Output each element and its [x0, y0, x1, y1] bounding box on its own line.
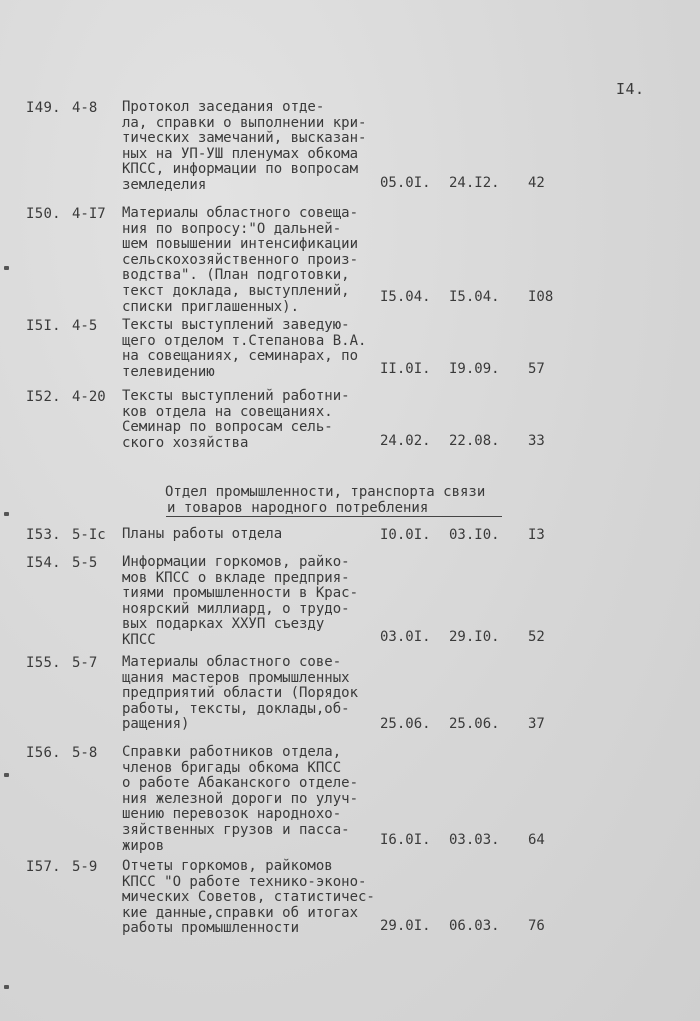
entry-end-date: 24.I2.: [449, 175, 500, 191]
section-heading-line: Отдел промышленности, транспорта связи: [165, 484, 486, 500]
entry-description: Протокол заседания отде- ла, справки о выполнении кри- тических замечаний, высказан- ных на УП-УШ пленумах обкома КПСС, информации по вопросам земледелия: [122, 99, 367, 193]
page-number: I4.: [616, 80, 645, 98]
entry-code: 4-5: [72, 318, 98, 334]
entry-code: 5-8: [72, 745, 98, 761]
entry-start-date: II.0I.: [380, 361, 431, 377]
entry-sheet-count: 57: [528, 361, 545, 377]
entry-end-date: 25.06.: [449, 716, 500, 732]
entry-number: I49.: [26, 100, 61, 116]
entry-sheet-count: 64: [528, 832, 545, 848]
section-heading: [0, 485, 700, 516]
punch-mark: [4, 985, 9, 989]
punch-mark: [4, 512, 9, 516]
entry-number: I52.: [26, 389, 61, 405]
entry-end-date: 06.03.: [449, 918, 500, 934]
entry-start-date: 29.0I.: [380, 918, 431, 934]
entry-sheet-count: 42: [528, 175, 545, 191]
entry-end-date: I9.09.: [449, 361, 500, 377]
entry-number: I50.: [26, 206, 61, 222]
entry-sheet-count: 52: [528, 629, 545, 645]
entry-sheet-count: I08: [528, 289, 554, 305]
entry-start-date: 03.0I.: [380, 629, 431, 645]
entry-code: 4-20: [72, 389, 106, 405]
entry-start-date: I6.0I.: [380, 832, 431, 848]
entry-description: Материалы областного совеща- ния по вопросу:"О дальней- шем повышении интенсификации сельскохозяйственного произ- водства". (План подготовки, текст доклада, выступлений, списки приглашенных).: [122, 205, 359, 315]
entry-sheet-count: 76: [528, 918, 545, 934]
entry-code: 4-8: [72, 100, 98, 116]
entry-sheet-count: 33: [528, 433, 545, 449]
entry-start-date: 25.06.: [380, 716, 431, 732]
entry-description: Планы работы отдела: [122, 526, 283, 542]
entry-end-date: 03.03.: [449, 832, 500, 848]
entry-end-date: I5.04.: [449, 289, 500, 305]
entry-end-date: 29.I0.: [449, 629, 500, 645]
entry-start-date: I0.0I.: [380, 527, 431, 543]
entry-sheet-count: I3: [528, 527, 545, 543]
entry-code: 5-9: [72, 859, 98, 875]
entry-number: I53.: [26, 527, 61, 543]
entry-start-date: I5.04.: [380, 289, 431, 305]
section-underline: [166, 516, 502, 517]
entry-description: Тексты выступлений заведую- щего отделом т.Степанова В.А. на совещаниях, семинарах, по телевидению: [122, 317, 367, 380]
entry-code: 5-7: [72, 655, 98, 671]
punch-mark: [4, 773, 9, 777]
entry-end-date: 03.I0.: [449, 527, 500, 543]
section-heading-line: и товаров народного потребления: [167, 499, 429, 516]
entry-description: Тексты выступлений работни- ков отдела на совещаниях. Семинар по вопросам сель- ского хозяйства: [122, 388, 350, 451]
entry-code: 4-I7: [72, 206, 106, 222]
entry-number: I5I.: [26, 318, 61, 334]
entry-number: I56.: [26, 745, 61, 761]
entry-start-date: 05.0I.: [380, 175, 431, 191]
entry-number: I54.: [26, 555, 61, 571]
entry-code: 5-5: [72, 555, 98, 571]
entry-description: Материалы областного сове- щания мастеров промышленных предприятий области (Порядок работы, тексты, доклады,об- ращения): [122, 654, 359, 733]
entry-code: 5-Iс: [72, 527, 106, 543]
punch-mark: [4, 266, 9, 270]
entry-start-date: 24.02.: [380, 433, 431, 449]
entry-number: I57.: [26, 859, 61, 875]
entry-description: Отчеты горкомов, райкомов КПСС "О работе технико-эконо- мических Советов, статистичес- кие данные,справки об итогах работы промышленности: [122, 858, 375, 937]
entry-end-date: 22.08.: [449, 433, 500, 449]
entry-description: Справки работников отдела, членов бригады обкома КПСС о работе Абаканского отделе- ния железной дороги по улуч- шению перевозок народнохо- зяйственных грузов и пасса- жиров: [122, 744, 359, 854]
entry-sheet-count: 37: [528, 716, 545, 732]
entry-description: Информации горкомов, райко- мов КПСС о вкладе предприя- тиями промышленности в Крас- ноярский миллиард, о трудо- вых подарках ХХУП съезду КПСС: [122, 554, 359, 648]
entry-number: I55.: [26, 655, 61, 671]
